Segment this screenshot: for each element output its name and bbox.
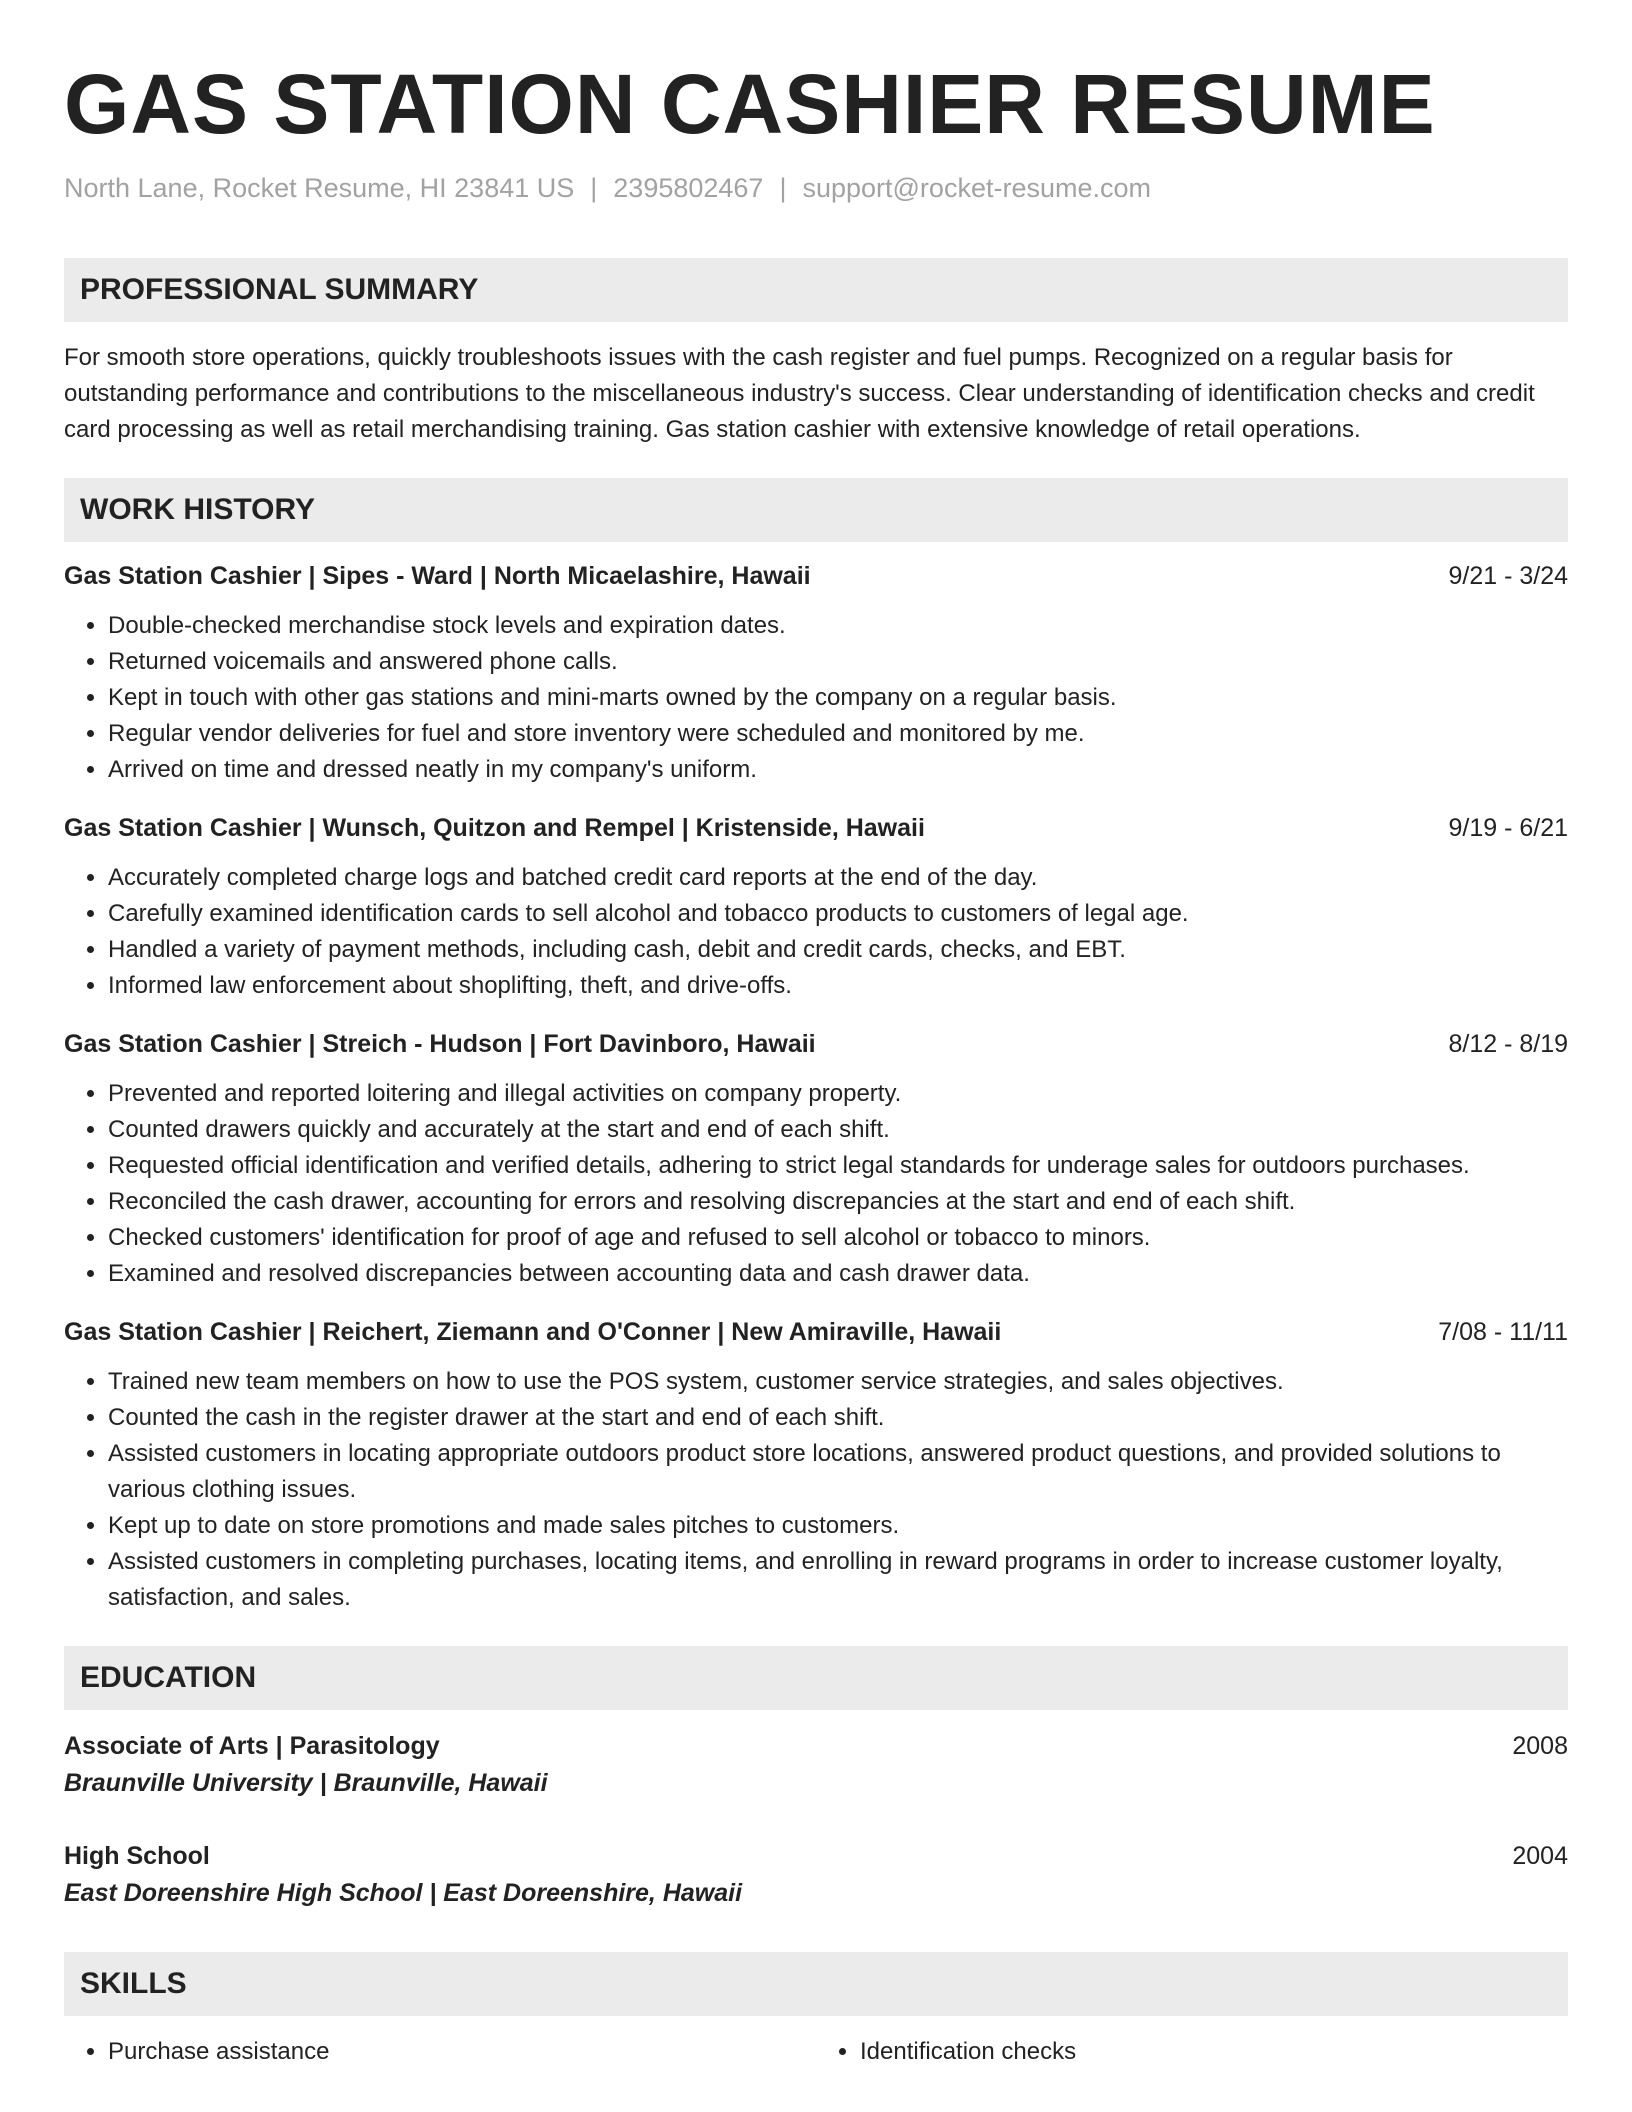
- job-entry: [64, 1314, 1568, 1616]
- section-heading-education: EDUCATION: [64, 1646, 1568, 1710]
- job-bullets: [64, 860, 1568, 1004]
- section-heading-work-history: WORK HISTORY: [64, 478, 1568, 542]
- job-title: Gas Station Cashier | Wunsch, Quitzon and Rempel | Kristenside, Hawaii: [64, 814, 925, 842]
- resume-title: GAS STATION CASHIER RESUME: [64, 57, 1436, 151]
- section-heading-skills: SKILLS: [64, 1952, 1568, 2016]
- education-school: East Doreenshire High School | East Doreenshire, Hawaii: [64, 1879, 743, 1907]
- job-bullet: • Arrived on time and dressed neatly in my company's uniform.: [108, 752, 1568, 788]
- contact-separator: |: [779, 173, 787, 203]
- job-bullets: [64, 608, 1568, 788]
- contact-email: support@rocket-resume.com: [802, 173, 1151, 203]
- job-bullet: • Examined and resolved discrepancies between accounting data and cash drawer data.: [108, 1256, 1568, 1292]
- job-dates: 9/21 - 3/24: [1448, 562, 1568, 590]
- job-bullet: • Kept up to date on store promotions and made sales pitches to customers.: [108, 1508, 1568, 1544]
- education-year: 2008: [1512, 1732, 1568, 1760]
- skill-item: • Purchase assistance: [108, 2034, 816, 2070]
- education-year: 2004: [1512, 1842, 1568, 1870]
- job-bullet: • Trained new team members on how to use the POS system, customer service strategies, and sales objectives.: [108, 1364, 1568, 1400]
- job-bullet: • Requested official identification and verified details, adhering to strict legal standards for underage sales for outdoors purchases.: [108, 1148, 1568, 1184]
- job-bullet: • Informed law enforcement about shoplifting, theft, and drive-offs.: [108, 968, 1568, 1004]
- job-bullet: • Assisted customers in locating appropriate outdoors product store locations, answered product questions, and provided solutions to various clothing issues.: [108, 1436, 1568, 1508]
- job-header: [64, 810, 1568, 846]
- education-header: [64, 1728, 1568, 1764]
- job-dates: 8/12 - 8/19: [1448, 1030, 1568, 1058]
- job-bullet: • Counted the cash in the register drawer at the start and end of each shift.: [108, 1400, 1568, 1436]
- education-degree: High School: [64, 1842, 210, 1870]
- skill-item: • Identification checks: [860, 2034, 1568, 2070]
- job-header: [64, 558, 1568, 594]
- contact-line: [64, 170, 1568, 206]
- education-school: Braunville University | Braunville, Hawaii: [64, 1769, 548, 1797]
- contact-phone: 2395802467: [613, 173, 764, 203]
- job-title: Gas Station Cashier | Streich - Hudson | Fort Davinboro, Hawaii: [64, 1030, 816, 1058]
- section-heading-summary: PROFESSIONAL SUMMARY: [64, 258, 1568, 322]
- job-bullets: [64, 1076, 1568, 1292]
- job-bullet: • Kept in touch with other gas stations and mini-marts owned by the company on a regular basis.: [108, 680, 1568, 716]
- job-dates: 7/08 - 11/11: [1438, 1318, 1568, 1346]
- job-entry: [64, 558, 1568, 788]
- skills-grid: [64, 2034, 1568, 2070]
- education-entry: [64, 1838, 1568, 1912]
- education-degree: Associate of Arts | Parasitology: [64, 1732, 440, 1760]
- job-title: Gas Station Cashier | Sipes - Ward | North Micaelashire, Hawaii: [64, 562, 811, 590]
- job-bullet: • Accurately completed charge logs and batched credit card reports at the end of the day.: [108, 860, 1568, 896]
- job-bullet: • Prevented and reported loitering and illegal activities on company property.: [108, 1076, 1568, 1112]
- contact-separator: |: [590, 173, 598, 203]
- job-dates: 9/19 - 6/21: [1448, 814, 1568, 842]
- job-bullet: • Reconciled the cash drawer, accounting for errors and resolving discrepancies at the start and end of each shift.: [108, 1184, 1568, 1220]
- job-entry: [64, 1026, 1568, 1292]
- job-header: [64, 1314, 1568, 1350]
- education-entry: [64, 1728, 1568, 1802]
- job-bullet: • Carefully examined identification cards to sell alcohol and tobacco products to customers of legal age.: [108, 896, 1568, 932]
- job-bullet: • Returned voicemails and answered phone calls.: [108, 644, 1568, 680]
- job-header: [64, 1026, 1568, 1062]
- job-bullets: [64, 1364, 1568, 1616]
- job-title: Gas Station Cashier | Reichert, Ziemann and O'Conner | New Amiraville, Hawaii: [64, 1318, 1002, 1346]
- job-bullet: • Double-checked merchandise stock levels and expiration dates.: [108, 608, 1568, 644]
- skills-column-right: [816, 2034, 1568, 2070]
- job-bullet: • Regular vendor deliveries for fuel and store inventory were scheduled and monitored by me.: [108, 716, 1568, 752]
- education-header: [64, 1838, 1568, 1874]
- contact-address: North Lane, Rocket Resume, HI 23841 US: [64, 173, 575, 203]
- job-bullet: • Counted drawers quickly and accurately at the start and end of each shift.: [108, 1112, 1568, 1148]
- job-bullet: • Assisted customers in completing purchases, locating items, and enrolling in reward programs in order to increase customer loyalty, satisfaction, and sales.: [108, 1544, 1568, 1616]
- job-bullet: • Checked customers' identification for proof of age and refused to sell alcohol or tobacco to minors.: [108, 1220, 1568, 1256]
- skills-column-left: [64, 2034, 816, 2070]
- summary-text: For smooth store operations, quickly troubleshoots issues with the cash register and fuel pumps. Recognized on a regular basis for outstanding performance and contributions to the miscellaneous industry's success. Clear understanding of identification checks and credit card processing as well as retail merchandising training. Gas station cashier with extensive knowledge of retail operations.: [64, 344, 1535, 443]
- job-entry: [64, 810, 1568, 1004]
- job-bullet: • Handled a variety of payment methods, including cash, debit and credit cards, checks, and EBT.: [108, 932, 1568, 968]
